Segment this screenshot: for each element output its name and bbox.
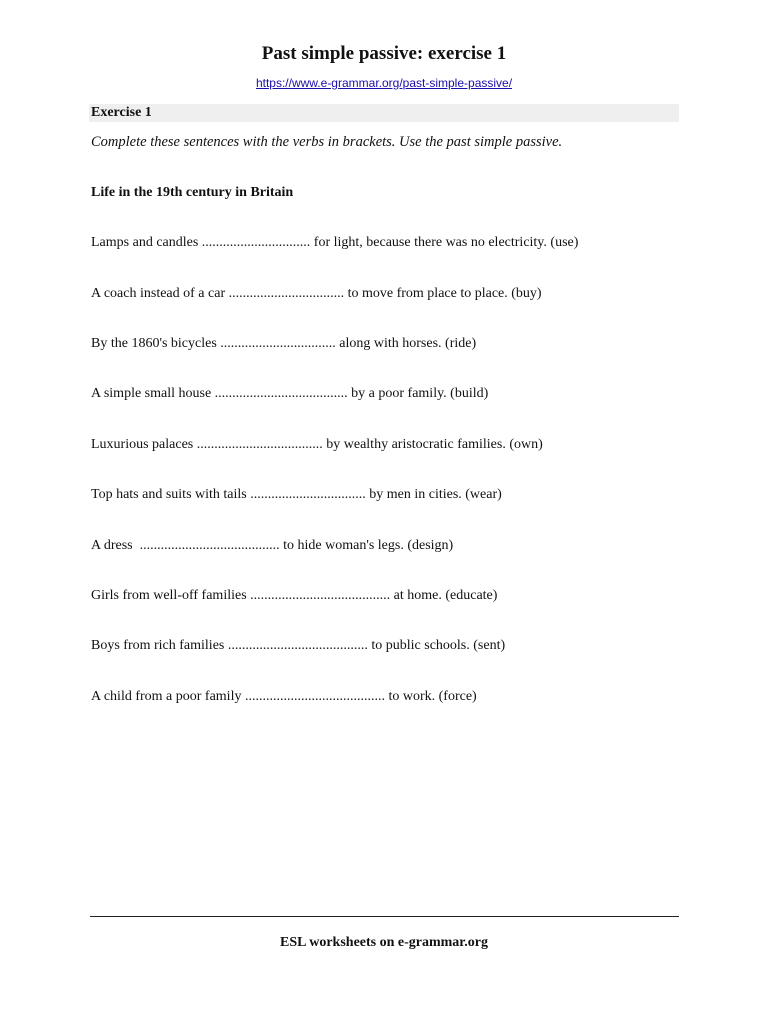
exercise-sentence-3: By the 1860's bicycles ................................. along with horses. (ride) <box>91 336 477 351</box>
exercise-heading: Exercise 1 <box>91 105 152 120</box>
exercise-sentence-2: A coach instead of a car ................................. to move from place to place. (buy) <box>91 286 542 301</box>
exercise-sentence-4: A simple small house ...................................... by a poor family. (build) <box>91 386 489 401</box>
exercise-sentence-1: Lamps and candles ............................... for light, because there was no electricity. (use) <box>91 235 579 250</box>
exercise-sentence-6: Top hats and suits with tails ................................. by men in cities. (wear) <box>91 487 502 502</box>
page-title: Past simple passive: exercise 1 <box>261 43 507 64</box>
footer-text: ESL worksheets on e-grammar.org <box>280 935 488 950</box>
exercise-sentence-9: Boys from rich families ........................................ to public schools. (sent) <box>91 638 506 653</box>
exercise-sentence-10: A child from a poor family ........................................ to work. (force) <box>91 689 477 704</box>
section-title: Life in the 19th century in Britain <box>91 185 294 200</box>
footer-divider <box>90 916 679 917</box>
exercise-sentence-5: Luxurious palaces .................................... by wealthy aristocratic families. (own) <box>91 437 543 452</box>
exercise-sentence-8: Girls from well-off families ........................................ at home. (educate) <box>91 588 498 603</box>
exercise-sentence-7: A dress ........................................ to hide woman's legs. (design) <box>91 538 454 553</box>
source-link[interactable]: https://www.e-grammar.org/past-simple-passive/ <box>255 76 513 90</box>
exercise-heading-bar <box>89 104 679 122</box>
instructions: Complete these sentences with the verbs in brackets. Use the past simple passive. <box>91 134 563 150</box>
